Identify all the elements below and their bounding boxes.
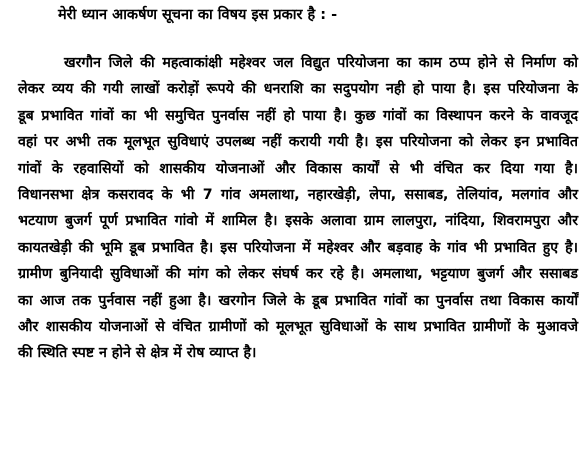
paragraph-line: गांवों के रहवासियों को शासकीय योजनाओं और विकास कार्यों से भी वंचित कर दिया गया है। <box>18 160 578 177</box>
paragraph-line: भटयाण बुजर्ग पूर्ण प्रभावित गांवो में शामिल है। इसके अलावा ग्राम लालपुरा, नांदिया, शिवरामपुरा और <box>18 213 578 230</box>
paragraph-line: डूब प्रभावित गांवों का भी समुचित पुनर्वास नहीं हो पाया है। कुछ गांवों का विस्थापन करने के वावजूद <box>18 107 578 124</box>
paragraph-line: की स्थिति स्पष्ट न होने से क्षेत्र में रोष व्याप्त है। <box>18 345 257 362</box>
paragraph-line: खरगौन जिले की महत्वाकांक्षी महेश्वर जल विद्युत परियोजना का काम ठप्प होने से निर्माण को <box>64 55 578 71</box>
paragraph-line: वहां पर अभी तक मूलभूत सुविधाएं उपलब्ध नहीं करायी गयी है। इस परियोजना को लेकर इन प्रभावित <box>18 134 578 151</box>
intro-heading: मेरी ध्यान आकर्षण सूचना का विषय इस प्रकार है : - <box>58 7 338 23</box>
paragraph-line: कायतखेड़ी की भूमि डूब प्रभावित है। इस परियोजना में महेश्वर और बड़वाह के गांव भी प्रभावित हुए है। <box>18 239 578 256</box>
paragraph-line: और शासकीय योजनाओं से वंचित ग्रामीणों को मूलभूत सुविधाओं के साथ प्रभावित ग्रामीणों के मुआवजे <box>18 318 578 335</box>
paragraph-line: का आज तक पुर्नवास नहीं हुआ है। खरगोन जिले के डूब प्रभावित गांवों का पुनर्वास तथा विकास कार्यों <box>18 292 578 309</box>
paragraph-line: ग्रामीण बुनियादी सुविधाओं की मांग को लेकर संघर्ष कर रहे है। अमलाथा, भट्टयाण बुजर्ग और ससाबड <box>18 266 578 283</box>
body-paragraph <box>18 50 578 367</box>
paragraph-line: लेकर व्यय की गयी लाखों करोड़ों रूपये की धनराशि का सदुपयोग नही हो पाया है। इस परियोजना के <box>18 81 578 98</box>
paragraph-line: विधानसभा क्षेत्र कसरावद के भी 7 गांव अमलाथा, नहारखेड़ी, लेपा, ससाबड, तेलियांव, मलगांव और <box>18 186 578 203</box>
